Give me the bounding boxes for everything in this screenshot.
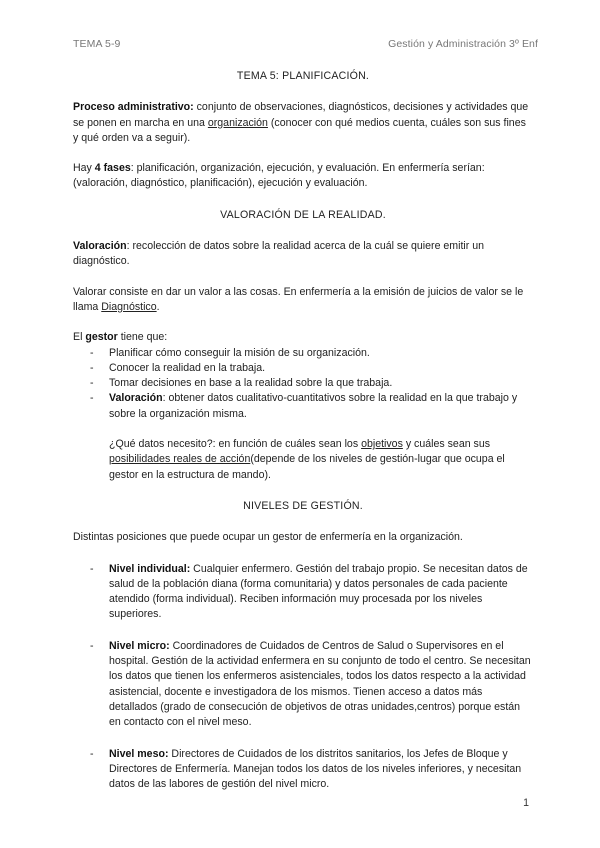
section-title-valoracion: VALORACIÓN DE LA REALIDAD. xyxy=(220,208,386,221)
nivel-individual-term: Nivel individual: xyxy=(109,562,191,575)
proceso-text-1: conjunto de observaciones, diagnósticos, decisiones y actividades que se ponen en marcha en una xyxy=(73,101,529,129)
niveles-intro: Distintas posiciones que puede ocupar un gestor de enfermería en la organización. xyxy=(73,531,463,544)
datos-text-2: y cuáles sean sus xyxy=(402,438,491,451)
niveles-list xyxy=(73,747,533,793)
fases-text: : planificación, organización, ejecución, y evaluación. En enfermería serían: (valoración, diagnóstico, planificación), ejecución y evaluación. xyxy=(73,162,485,190)
list-item xyxy=(73,639,533,731)
valorar-paragraph xyxy=(73,285,533,316)
valoracion-item-text: : obtener datos cualitativo-cuantitativos sobre la realidad en la que trabajo y sobre la organización misma. xyxy=(109,392,518,420)
nivel-individual-text: Cualquier enfermero. Gestión del trabajo propio. Se necesitan datos de salud de la población diana (forma comunitaria) y datos personales de cada paciente atendido (forma individual). Reciben información muy procesada por los niveles superiores. xyxy=(109,562,528,621)
list-item xyxy=(73,747,533,793)
gestor-post: tiene que: xyxy=(117,331,168,344)
section-title-niveles: NIVELES DE GESTIÓN. xyxy=(243,499,363,512)
proceso-text-2: (conocer con qué medios cuenta, cuáles son sus fines y qué orden va a seguir). xyxy=(73,116,526,144)
valoracion-item-term: Valoración xyxy=(109,392,163,405)
document-body xyxy=(73,69,533,792)
posibilidades-link[interactable]: posibilidades reales de acción xyxy=(109,453,251,466)
list-item xyxy=(73,391,533,422)
section-title-planificacion: TEMA 5: PLANIFICACIÓN. xyxy=(236,70,370,82)
gestor-term: gestor xyxy=(85,331,118,344)
datos-text-3: (depende de los niveles de gestión-lugar que ocupa el gestor en la estructura de mando). xyxy=(109,453,505,481)
valoracion-term: Valoración xyxy=(73,240,127,253)
list-item: - Tomar decisiones en base a la realidad sobre la que trabaja. xyxy=(73,376,533,391)
nivel-micro-text: Coordinadores de Cuidados de Centros de Salud o Supervisores en el hospital. Gestión de la actividad enfermera en su conjunto de todo el centro. Se necesitan los datos que tienen los enfermeros asistenciales, todos los datos respecto a la actividad asistencial, docente e investigadora de los mismos. Tienen acceso a datos más detallados (grado de consecución de objetivos de otras unidades,centros) porque están en contacto con el nivel meso. xyxy=(109,639,531,729)
header-left: TEMA 5-9 xyxy=(73,38,121,50)
gestor-list xyxy=(73,346,533,422)
proceso-paragraph xyxy=(73,100,533,146)
niveles-list xyxy=(73,562,533,623)
proceso-term: Proceso administrativo: xyxy=(73,101,194,114)
organizacion-link[interactable]: organización xyxy=(207,116,268,129)
objetivos-link[interactable]: objetivos xyxy=(361,438,403,451)
valorar-text: Valorar consiste en dar un valor a las cosas. En enfermería a la emisión de juicios de valor se le llama xyxy=(73,285,524,313)
header-right: Gestión y Administración 3º Enf xyxy=(388,38,538,50)
nivel-meso-text: Directores de Cuidados de los distritos sanitarios, los Jefes de Bloque y Directores de Enfermería. Manejan todos los datos de los niveles inferiores, y necesitan datos de las labores de gestión del nivel micro. xyxy=(109,747,522,791)
fases-pre: Hay xyxy=(73,162,95,175)
datos-paragraph xyxy=(73,437,533,483)
list-item xyxy=(73,562,533,623)
valoracion-text: : recolección de datos sobre la realidad acerca de la cuál se quiere emitir un diagnóstico. xyxy=(73,240,485,268)
page-number: 1 xyxy=(523,797,529,809)
fases-term: 4 fases xyxy=(94,162,131,175)
diagnostico-link[interactable]: Diagnóstico xyxy=(101,300,157,313)
gestor-intro xyxy=(73,330,533,345)
valoracion-paragraph xyxy=(73,239,533,270)
list-item: - Conocer la realidad en la trabaja. xyxy=(73,361,533,376)
nivel-meso-term: Nivel meso: xyxy=(109,747,169,760)
datos-text-1: ¿Qué datos necesito?: en función de cuáles sean los xyxy=(109,438,362,451)
niveles-list xyxy=(73,639,533,731)
nivel-micro-term: Nivel micro: xyxy=(109,639,170,652)
valorar-end: . xyxy=(156,300,160,313)
list-item: - Planificar cómo conseguir la misión de su organización. xyxy=(73,346,533,361)
fases-paragraph xyxy=(73,161,533,192)
gestor-pre: El xyxy=(73,331,86,344)
